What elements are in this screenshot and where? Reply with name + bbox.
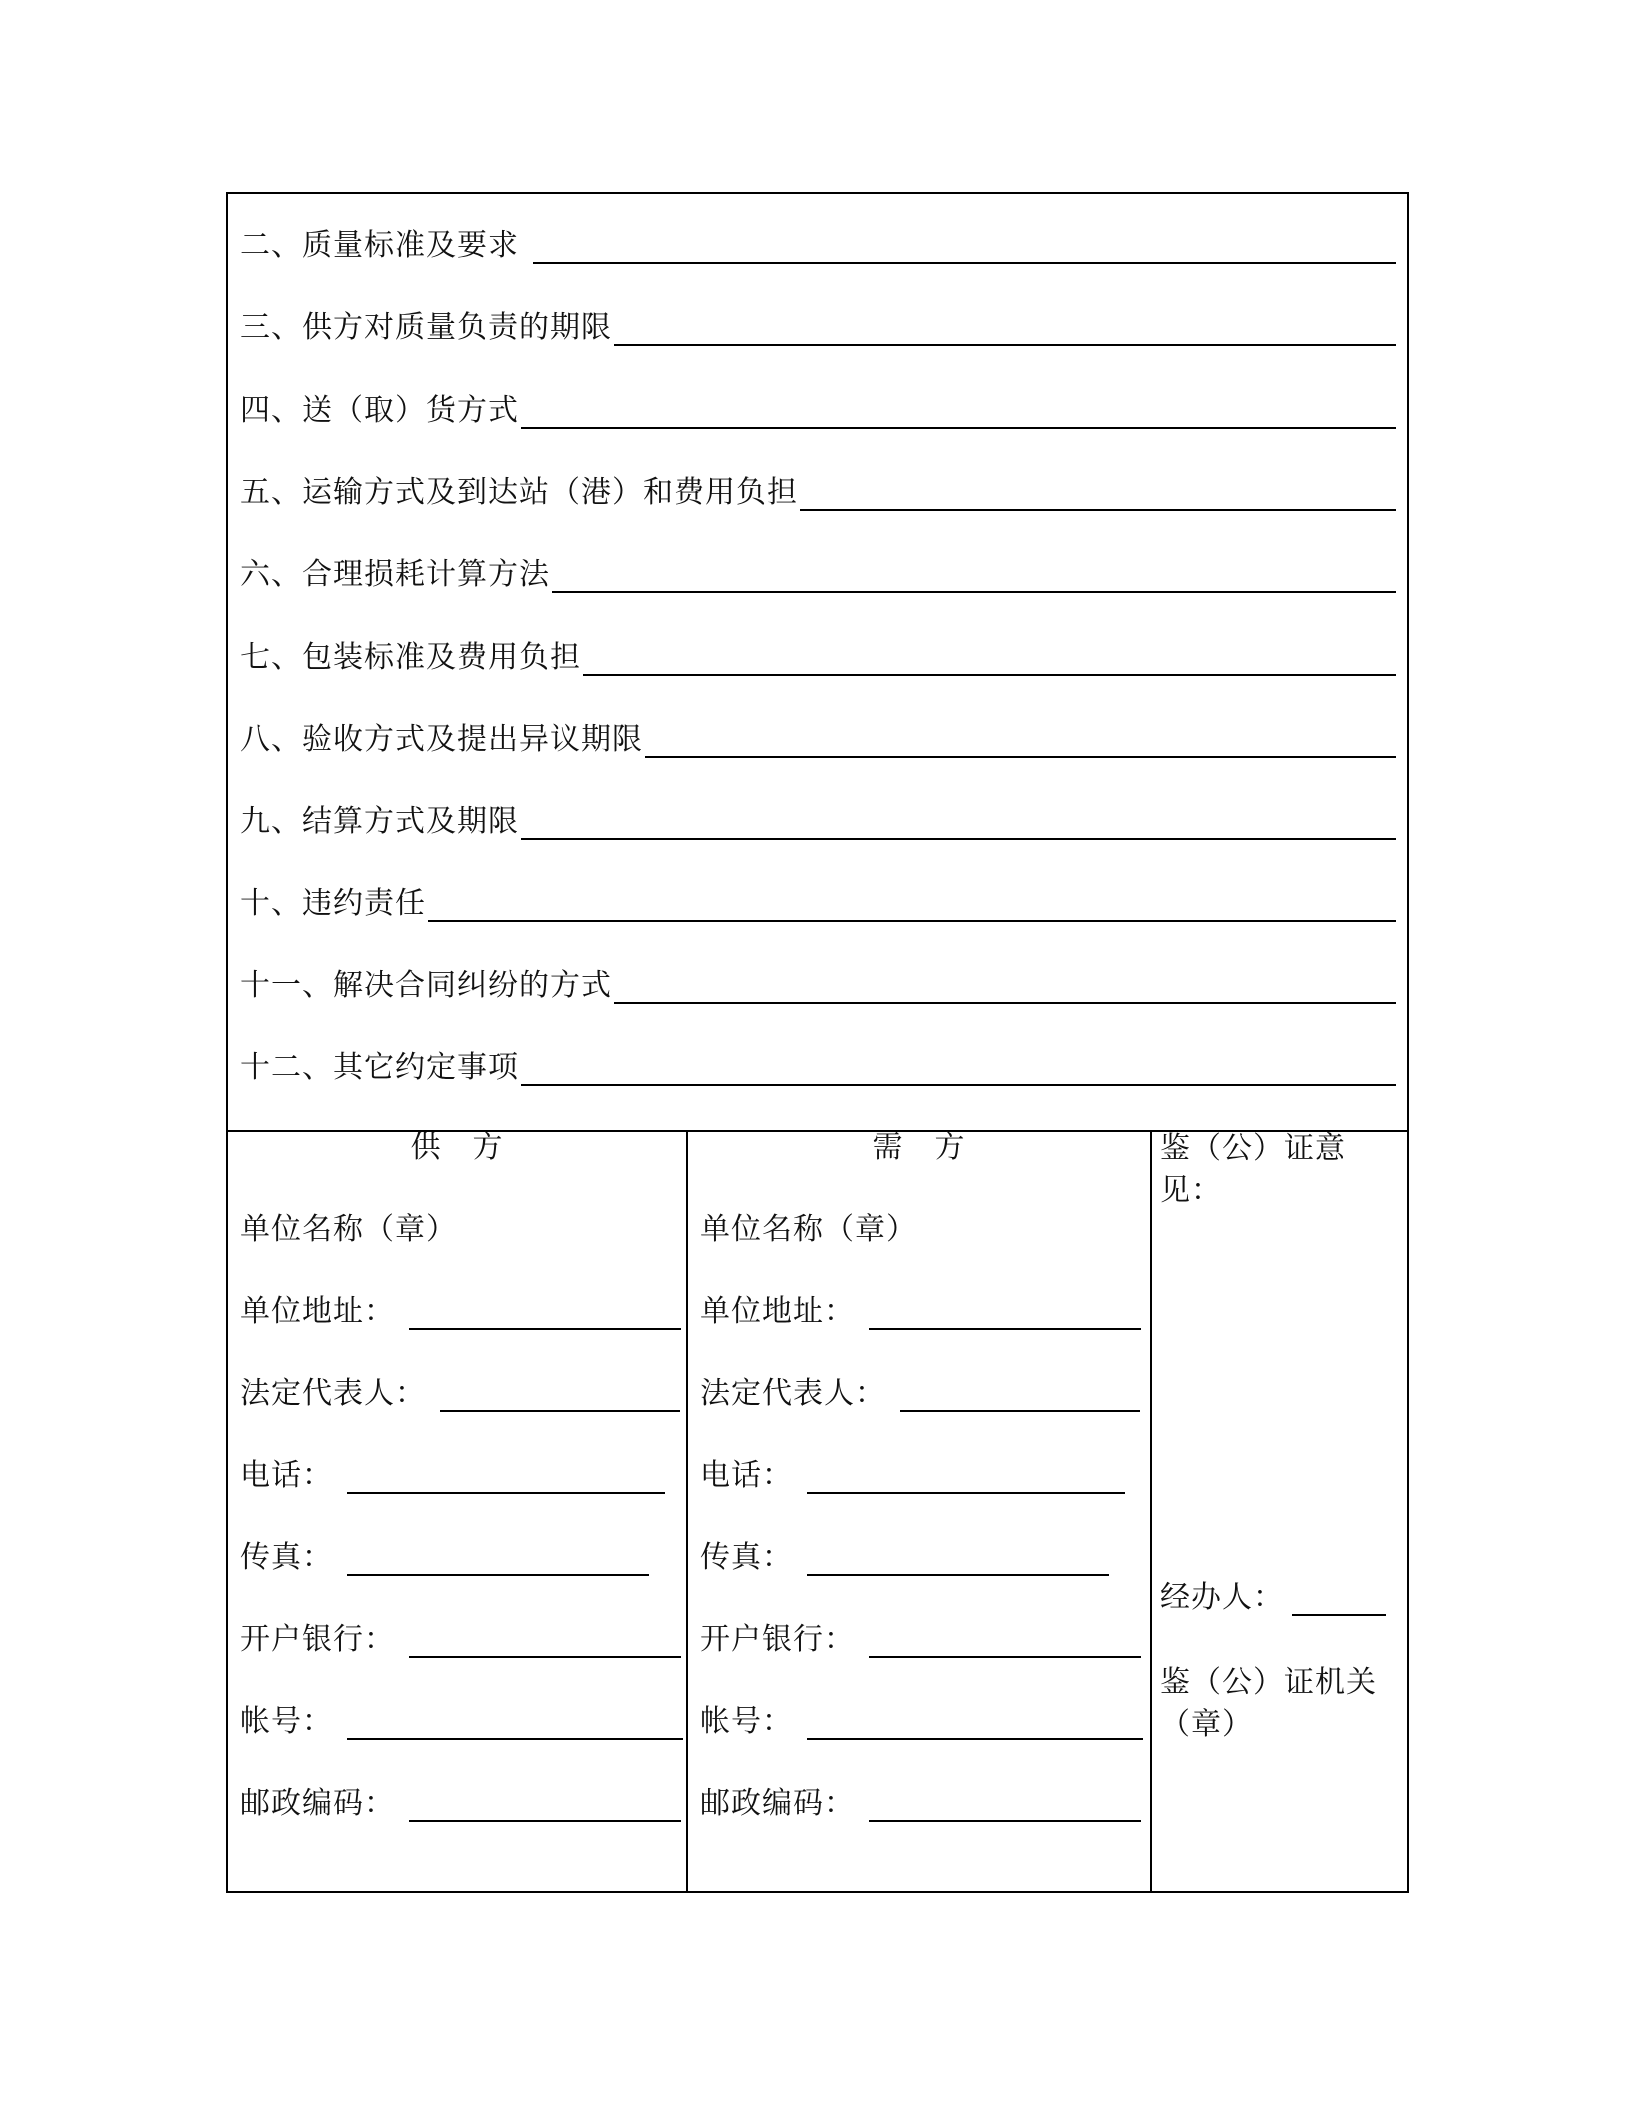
field-fill-line[interactable] — [869, 1328, 1141, 1330]
clause-quality-period — [240, 308, 1396, 348]
buyer-fax — [700, 1538, 1109, 1578]
buyer-legal-rep — [700, 1374, 1140, 1414]
buyer-title: 需 方 — [872, 1130, 966, 1165]
clause-fill-line[interactable] — [614, 1002, 1396, 1004]
clause-label: 三、供方对质量负责的期限 — [240, 310, 612, 345]
field-label: 传真： — [240, 1540, 333, 1575]
column-divider-right — [1150, 1130, 1152, 1893]
clause-packaging — [240, 638, 1396, 678]
notary-authority-line1: 鉴（公）证机关 — [1160, 1665, 1377, 1700]
buyer-unit-name — [700, 1210, 917, 1250]
field-label: 帐号： — [240, 1704, 333, 1739]
clause-fill-line[interactable] — [614, 344, 1396, 346]
field-fill-line[interactable] — [807, 1574, 1109, 1576]
notary-opinion-title: 鉴（公）证意见： — [1160, 1131, 1346, 1208]
clause-fill-line[interactable] — [583, 674, 1396, 676]
clause-label: 六、合理损耗计算方法 — [240, 557, 550, 592]
field-fill-line[interactable] — [869, 1820, 1141, 1822]
field-label: 邮政编码： — [700, 1786, 855, 1821]
buyer-phone — [700, 1456, 1125, 1496]
field-fill-line[interactable] — [807, 1492, 1125, 1494]
field-label: 帐号： — [700, 1704, 793, 1739]
field-fill-line[interactable] — [440, 1410, 680, 1412]
supplier-fax — [240, 1538, 649, 1578]
clause-fill-line[interactable] — [428, 920, 1396, 922]
clause-delivery-method — [240, 391, 1396, 431]
field-label: 电话： — [700, 1458, 793, 1493]
clause-dispute-resolution — [240, 966, 1396, 1006]
clause-acceptance — [240, 720, 1396, 760]
clause-other-matters — [240, 1048, 1396, 1088]
notary-authority-line2: （章） — [1160, 1707, 1253, 1742]
field-label: 开户银行： — [240, 1622, 395, 1657]
supplier-title: 供 方 — [410, 1130, 504, 1165]
supplier-postcode — [240, 1784, 681, 1824]
field-label: 传真： — [700, 1540, 793, 1575]
clause-label: 四、送（取）货方式 — [240, 393, 519, 428]
buyer-account — [700, 1702, 1143, 1742]
field-fill-line[interactable] — [900, 1410, 1140, 1412]
field-label: 法定代表人： — [700, 1376, 886, 1411]
clause-fill-line[interactable] — [800, 509, 1396, 511]
clause-fill-line[interactable] — [552, 591, 1396, 593]
field-label: 单位地址： — [240, 1294, 395, 1329]
clause-fill-line[interactable] — [645, 756, 1396, 758]
field-label: 单位名称（章） — [240, 1212, 457, 1247]
clause-label: 五、运输方式及到达站（港）和费用负担 — [240, 475, 798, 510]
supplier-unit-name — [240, 1210, 457, 1250]
clause-fill-line[interactable] — [533, 262, 1396, 264]
field-fill-line[interactable] — [409, 1328, 681, 1330]
field-fill-line[interactable] — [409, 1656, 681, 1658]
clause-quality-standard — [240, 226, 1396, 266]
field-label: 单位名称（章） — [700, 1212, 917, 1247]
clause-label: 九、结算方式及期限 — [240, 804, 519, 839]
clause-transport — [240, 473, 1396, 513]
clause-fill-line[interactable] — [521, 1084, 1396, 1086]
clause-breach-liability — [240, 884, 1396, 924]
field-fill-line[interactable] — [347, 1738, 683, 1740]
field-label: 经办人： — [1160, 1580, 1284, 1615]
clause-label: 二、质量标准及要求 — [240, 228, 519, 263]
supplier-bank — [240, 1620, 681, 1660]
clause-label: 十二、其它约定事项 — [240, 1050, 519, 1085]
field-fill-line[interactable] — [869, 1656, 1141, 1658]
buyer-postcode — [700, 1784, 1141, 1824]
field-fill-line[interactable] — [347, 1492, 665, 1494]
clause-label: 七、包装标准及费用负担 — [240, 640, 581, 675]
buyer-bank — [700, 1620, 1141, 1660]
supplier-address — [240, 1292, 681, 1332]
clause-label: 十、违约责任 — [240, 886, 426, 921]
supplier-account — [240, 1702, 683, 1742]
buyer-address — [700, 1292, 1141, 1332]
clause-label: 十一、解决合同纠纷的方式 — [240, 968, 612, 1003]
field-label: 法定代表人： — [240, 1376, 426, 1411]
notary-handler — [1160, 1578, 1386, 1618]
field-fill-line[interactable] — [1292, 1614, 1386, 1616]
clause-fill-line[interactable] — [521, 427, 1396, 429]
field-label: 开户银行： — [700, 1622, 855, 1657]
notary-authority-seal — [1160, 1662, 1406, 1746]
field-fill-line[interactable] — [347, 1574, 649, 1576]
supplier-phone — [240, 1456, 665, 1496]
field-label: 单位地址： — [700, 1294, 855, 1329]
clause-settlement — [240, 802, 1396, 842]
clause-label: 八、验收方式及提出异议期限 — [240, 722, 643, 757]
clause-loss-calculation — [240, 555, 1396, 595]
field-fill-line[interactable] — [409, 1820, 681, 1822]
clause-fill-line[interactable] — [521, 838, 1396, 840]
field-label: 邮政编码： — [240, 1786, 395, 1821]
supplier-legal-rep — [240, 1374, 680, 1414]
column-divider-left — [686, 1130, 688, 1893]
field-fill-line[interactable] — [807, 1738, 1143, 1740]
field-label: 电话： — [240, 1458, 333, 1493]
